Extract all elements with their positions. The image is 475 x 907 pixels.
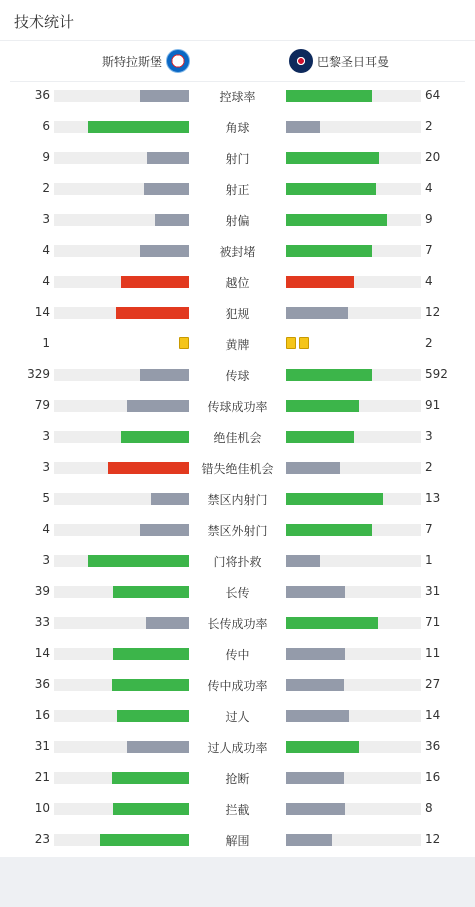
home-stat-bar-track bbox=[54, 121, 189, 133]
home-stat-bar bbox=[108, 462, 189, 474]
stat-label: 射门 bbox=[225, 152, 250, 166]
home-stat-bar bbox=[113, 648, 189, 660]
away-stat-bar-track bbox=[286, 679, 421, 691]
away-stat-bar bbox=[286, 152, 379, 164]
stat-row bbox=[0, 608, 475, 639]
away-stat-bar bbox=[286, 276, 354, 288]
away-stat-bar-track bbox=[286, 183, 421, 195]
away-stat-bar bbox=[286, 679, 344, 691]
away-stat-bar-track bbox=[286, 710, 421, 722]
stat-row bbox=[0, 732, 475, 763]
away-yellow-cards bbox=[286, 337, 421, 351]
stat-label: 黄牌 bbox=[225, 338, 250, 352]
home-stat-bar bbox=[146, 617, 189, 629]
home-stat-bar bbox=[151, 493, 189, 505]
stat-row bbox=[0, 639, 475, 670]
away-stat-bar-track bbox=[286, 152, 421, 164]
away-stat-value: 13 bbox=[425, 491, 441, 505]
away-stat-value: 7 bbox=[425, 522, 433, 536]
away-stat-bar-track bbox=[286, 214, 421, 226]
away-stat-bar-track bbox=[286, 369, 421, 381]
away-stat-bar-track bbox=[286, 431, 421, 443]
home-stat-value: 3 bbox=[42, 429, 50, 443]
home-stat-bar-track bbox=[54, 679, 189, 691]
stat-label: 错失绝佳机会 bbox=[201, 462, 274, 476]
stat-label: 禁区内射门 bbox=[207, 493, 268, 507]
home-stat-bar-track bbox=[54, 617, 189, 629]
away-stat-bar bbox=[286, 710, 349, 722]
home-team-name: 斯特拉斯堡 bbox=[101, 54, 162, 69]
stat-row bbox=[0, 236, 475, 267]
away-stat-bar-track bbox=[286, 586, 421, 598]
home-stat-value: 14 bbox=[34, 305, 50, 319]
strasbourg-crest-icon bbox=[166, 49, 190, 73]
yellow-card-icon bbox=[299, 337, 309, 349]
home-stat-value: 36 bbox=[34, 88, 50, 102]
home-stat-bar-track bbox=[54, 276, 189, 288]
stat-label: 解围 bbox=[225, 834, 250, 848]
home-stat-value: 4 bbox=[42, 274, 50, 288]
stat-row bbox=[0, 546, 475, 577]
stat-label: 被封堵 bbox=[219, 245, 256, 259]
home-stat-bar bbox=[112, 679, 189, 691]
home-stat-bar-track bbox=[54, 493, 189, 505]
home-stat-value: 21 bbox=[34, 770, 50, 784]
home-stat-value: 79 bbox=[34, 398, 50, 412]
home-stat-bar bbox=[113, 803, 189, 815]
away-stat-bar bbox=[286, 400, 359, 412]
stat-label: 控球率 bbox=[219, 90, 256, 104]
home-stat-value: 5 bbox=[42, 491, 50, 505]
home-stat-bar bbox=[117, 710, 189, 722]
stat-label: 传球成功率 bbox=[207, 400, 268, 414]
away-stat-bar-track bbox=[286, 90, 421, 102]
away-stat-bar bbox=[286, 307, 348, 319]
away-stat-bar bbox=[286, 586, 345, 598]
home-stat-bar bbox=[147, 152, 189, 164]
home-stat-bar-track bbox=[54, 245, 189, 257]
stat-label: 拦截 bbox=[225, 803, 250, 817]
home-stat-value: 33 bbox=[34, 615, 50, 629]
stat-label: 长传成功率 bbox=[207, 617, 268, 631]
stat-row bbox=[0, 701, 475, 732]
away-stat-value: 71 bbox=[425, 615, 441, 629]
home-stat-bar bbox=[121, 276, 189, 288]
away-team-header[interactable] bbox=[289, 45, 475, 77]
stat-label: 过人成功率 bbox=[207, 741, 268, 755]
away-stat-bar-track bbox=[286, 307, 421, 319]
stat-label: 传球 bbox=[225, 369, 250, 383]
stat-row bbox=[0, 205, 475, 236]
stat-row bbox=[0, 112, 475, 143]
away-stat-value: 8 bbox=[425, 801, 433, 815]
stat-row bbox=[0, 267, 475, 298]
home-stat-bar bbox=[140, 524, 189, 536]
home-stat-value: 2 bbox=[42, 181, 50, 195]
stat-row bbox=[0, 329, 475, 360]
home-stat-value: 3 bbox=[42, 212, 50, 226]
away-stat-bar-track bbox=[286, 772, 421, 784]
away-stat-bar bbox=[286, 369, 372, 381]
away-stat-bar bbox=[286, 493, 383, 505]
stat-label: 犯规 bbox=[225, 307, 250, 321]
away-stat-bar bbox=[286, 741, 359, 753]
away-stat-bar bbox=[286, 245, 372, 257]
stat-label: 门将扑救 bbox=[213, 555, 262, 569]
away-stat-bar-track bbox=[286, 803, 421, 815]
stat-label: 传中 bbox=[225, 648, 250, 662]
away-stat-value: 1 bbox=[425, 553, 433, 567]
home-stat-value: 39 bbox=[34, 584, 50, 598]
home-stat-bar bbox=[88, 555, 189, 567]
home-stat-bar bbox=[113, 586, 189, 598]
away-stat-value: 31 bbox=[425, 584, 441, 598]
away-stat-value: 9 bbox=[425, 212, 433, 226]
away-stat-value: 4 bbox=[425, 181, 433, 195]
away-stat-bar bbox=[286, 214, 387, 226]
stat-row bbox=[0, 422, 475, 453]
home-stat-bar-track bbox=[54, 648, 189, 660]
away-stat-value: 2 bbox=[425, 119, 433, 133]
away-stat-bar-track bbox=[286, 400, 421, 412]
away-stat-value: 12 bbox=[425, 305, 441, 319]
home-stat-value: 4 bbox=[42, 522, 50, 536]
away-stat-bar-track bbox=[286, 524, 421, 536]
stat-label: 长传 bbox=[225, 586, 250, 600]
away-stat-bar-track bbox=[286, 276, 421, 288]
stat-row bbox=[0, 81, 475, 112]
home-stat-value: 31 bbox=[34, 739, 50, 753]
stat-row bbox=[0, 484, 475, 515]
home-stat-bar bbox=[140, 245, 189, 257]
away-stat-value: 592 bbox=[425, 367, 448, 381]
away-stat-value: 2 bbox=[425, 460, 433, 474]
away-stat-bar bbox=[286, 524, 372, 536]
away-stat-value: 20 bbox=[425, 150, 441, 164]
away-stat-value: 14 bbox=[425, 708, 441, 722]
away-stat-value: 16 bbox=[425, 770, 441, 784]
home-stat-bar-track bbox=[54, 183, 189, 195]
away-stat-bar bbox=[286, 834, 332, 846]
home-stat-bar-track bbox=[54, 369, 189, 381]
home-stat-value: 36 bbox=[34, 677, 50, 691]
away-stat-bar-track bbox=[286, 555, 421, 567]
home-stat-bar bbox=[116, 307, 189, 319]
home-stat-bar bbox=[100, 834, 189, 846]
away-stat-bar-track bbox=[286, 617, 421, 629]
stat-label: 过人 bbox=[225, 710, 250, 724]
home-yellow-cards bbox=[54, 337, 189, 351]
home-stat-bar-track bbox=[54, 772, 189, 784]
home-stat-bar bbox=[127, 400, 189, 412]
stat-row bbox=[0, 577, 475, 608]
away-stat-value: 64 bbox=[425, 88, 441, 102]
away-stat-value: 4 bbox=[425, 274, 433, 288]
stat-row bbox=[0, 391, 475, 422]
away-stat-bar-track bbox=[286, 741, 421, 753]
home-stat-bar-track bbox=[54, 586, 189, 598]
yellow-card-icon bbox=[179, 337, 189, 349]
away-stat-value: 27 bbox=[425, 677, 441, 691]
away-stat-value: 91 bbox=[425, 398, 441, 412]
home-stat-bar-track bbox=[54, 90, 189, 102]
home-team-header[interactable] bbox=[0, 45, 190, 77]
home-stat-bar-track bbox=[54, 524, 189, 536]
stat-label: 角球 bbox=[225, 121, 250, 135]
away-stat-bar bbox=[286, 183, 376, 195]
away-stat-value: 11 bbox=[425, 646, 441, 660]
away-stat-bar bbox=[286, 617, 378, 629]
home-stat-value: 16 bbox=[34, 708, 50, 722]
home-stat-bar-track bbox=[54, 214, 189, 226]
home-stat-bar-track bbox=[54, 431, 189, 443]
away-stat-bar bbox=[286, 462, 340, 474]
stat-label: 传中成功率 bbox=[207, 679, 268, 693]
stat-row bbox=[0, 298, 475, 329]
stat-row bbox=[0, 670, 475, 701]
home-stat-value: 329 bbox=[27, 367, 50, 381]
home-stat-bar-track bbox=[54, 152, 189, 164]
home-stat-bar-track bbox=[54, 555, 189, 567]
stat-row bbox=[0, 174, 475, 205]
home-stat-bar bbox=[144, 183, 189, 195]
home-stat-value: 23 bbox=[34, 832, 50, 846]
stat-label: 越位 bbox=[225, 276, 250, 290]
stat-row bbox=[0, 825, 475, 856]
stat-label: 射偏 bbox=[225, 214, 250, 228]
home-stat-bar-track bbox=[54, 307, 189, 319]
home-stat-bar-track bbox=[54, 803, 189, 815]
away-stat-bar bbox=[286, 431, 354, 443]
away-stat-bar-track bbox=[286, 834, 421, 846]
home-stat-bar-track bbox=[54, 400, 189, 412]
stat-row bbox=[0, 143, 475, 174]
away-stat-bar bbox=[286, 803, 345, 815]
home-stat-bar bbox=[155, 214, 189, 226]
stat-row bbox=[0, 763, 475, 794]
stat-row bbox=[0, 794, 475, 825]
stat-row bbox=[0, 453, 475, 484]
stat-row bbox=[0, 515, 475, 546]
home-stat-value: 3 bbox=[42, 460, 50, 474]
away-stat-value: 2 bbox=[425, 336, 433, 350]
home-stat-bar bbox=[140, 369, 189, 381]
away-stat-bar bbox=[286, 555, 320, 567]
home-stat-bar-track bbox=[54, 741, 189, 753]
yellow-card-icon bbox=[286, 337, 296, 349]
home-stat-value: 9 bbox=[42, 150, 50, 164]
home-stat-bar bbox=[127, 741, 189, 753]
home-stat-value: 6 bbox=[42, 119, 50, 133]
away-stat-bar-track bbox=[286, 245, 421, 257]
home-stat-value: 14 bbox=[34, 646, 50, 660]
home-stat-value: 3 bbox=[42, 553, 50, 567]
home-stat-bar-track bbox=[54, 462, 189, 474]
home-stat-bar-track bbox=[54, 710, 189, 722]
away-stat-bar-track bbox=[286, 462, 421, 474]
psg-crest-icon bbox=[289, 49, 313, 73]
away-stat-bar-track bbox=[286, 121, 421, 133]
away-team-name: 巴黎圣日耳曼 bbox=[317, 54, 390, 69]
away-stat-bar bbox=[286, 772, 344, 784]
home-stat-bar bbox=[88, 121, 189, 133]
away-stat-value: 3 bbox=[425, 429, 433, 443]
stat-label: 抢断 bbox=[225, 772, 250, 786]
home-stat-bar-track bbox=[54, 834, 189, 846]
stat-row bbox=[0, 360, 475, 391]
home-stat-bar bbox=[121, 431, 189, 443]
away-stat-value: 7 bbox=[425, 243, 433, 257]
divider bbox=[0, 40, 475, 41]
away-stat-value: 36 bbox=[425, 739, 441, 753]
home-stat-bar bbox=[112, 772, 189, 784]
page-title: 技术统计 bbox=[14, 13, 75, 31]
away-stat-bar-track bbox=[286, 493, 421, 505]
away-stat-bar bbox=[286, 90, 372, 102]
stat-label: 禁区外射门 bbox=[207, 524, 268, 538]
stat-label: 绝佳机会 bbox=[213, 431, 262, 445]
home-stat-value: 4 bbox=[42, 243, 50, 257]
away-stat-bar-track bbox=[286, 648, 421, 660]
home-stat-value: 1 bbox=[42, 336, 50, 350]
home-stat-value: 10 bbox=[34, 801, 50, 815]
away-stat-bar bbox=[286, 121, 320, 133]
away-stat-value: 12 bbox=[425, 832, 441, 846]
away-stat-bar bbox=[286, 648, 345, 660]
stat-label: 射正 bbox=[225, 183, 250, 197]
home-stat-bar bbox=[140, 90, 189, 102]
